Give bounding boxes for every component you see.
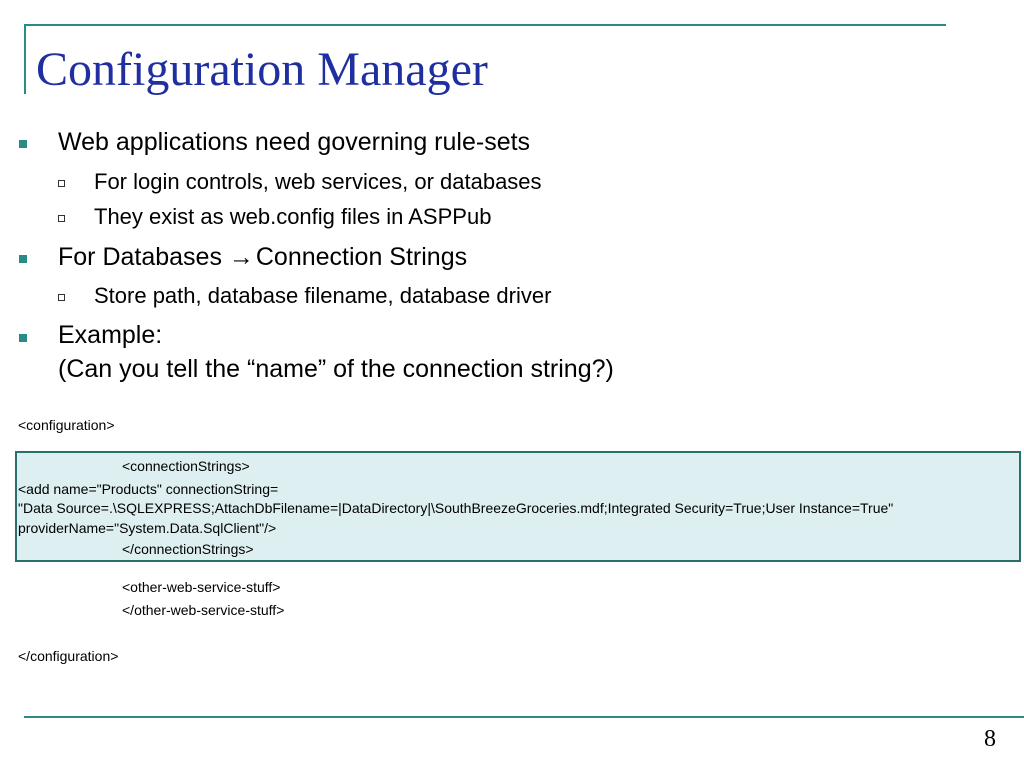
code-other-open: <other-web-service-stuff> (122, 579, 281, 595)
square-bullet-icon (19, 140, 27, 148)
hollow-square-bullet-icon (58, 294, 65, 301)
left-rule (24, 24, 26, 94)
bullet-example: Example: (58, 321, 163, 349)
sub-bullet-store-path: Store path, database filename, database driver (94, 283, 552, 308)
code-add-line-3: providerName="System.Data.SqlClient"/> (18, 520, 277, 536)
bullet-example-question: (Can you tell the “name” of the connection string?) (58, 355, 614, 383)
bullet-connection-strings-text: Connection Strings (255, 243, 468, 271)
bullet-databases (58, 241, 467, 274)
square-bullet-icon (19, 334, 27, 342)
slide-title: Configuration Manager (36, 43, 488, 96)
hollow-square-bullet-icon (58, 215, 65, 222)
code-add-line-2: "Data Source=.\SQLEXPRESS;AttachDbFilename=|DataDirectory|\SouthBreezeGroceries.mdf;Integrated Security=True;User Instance=True" (18, 500, 894, 516)
bullet-web-applications: Web applications need governing rule-sets (58, 128, 531, 156)
sub-bullet-login-controls: For login controls, web services, or databases (94, 169, 542, 194)
bullet-databases-text: For Databases (58, 243, 222, 271)
page-number: 8 (984, 726, 996, 752)
code-other-close: </other-web-service-stuff> (122, 602, 285, 618)
bottom-rule (24, 716, 1024, 718)
square-bullet-icon (19, 255, 27, 263)
code-configuration-close: </configuration> (18, 648, 119, 664)
code-connection-strings-close: </connectionStrings> (122, 541, 254, 557)
code-configuration-open: <configuration> (18, 417, 115, 433)
top-rule (24, 24, 946, 26)
sub-bullet-web-config: They exist as web.config files in ASPPub (94, 204, 492, 229)
code-add-line-1: <add name="Products" connectionString= (18, 481, 279, 497)
code-connection-strings-open: <connectionStrings> (122, 458, 250, 474)
hollow-square-bullet-icon (58, 180, 65, 187)
right-arrow-icon: → (228, 243, 254, 271)
